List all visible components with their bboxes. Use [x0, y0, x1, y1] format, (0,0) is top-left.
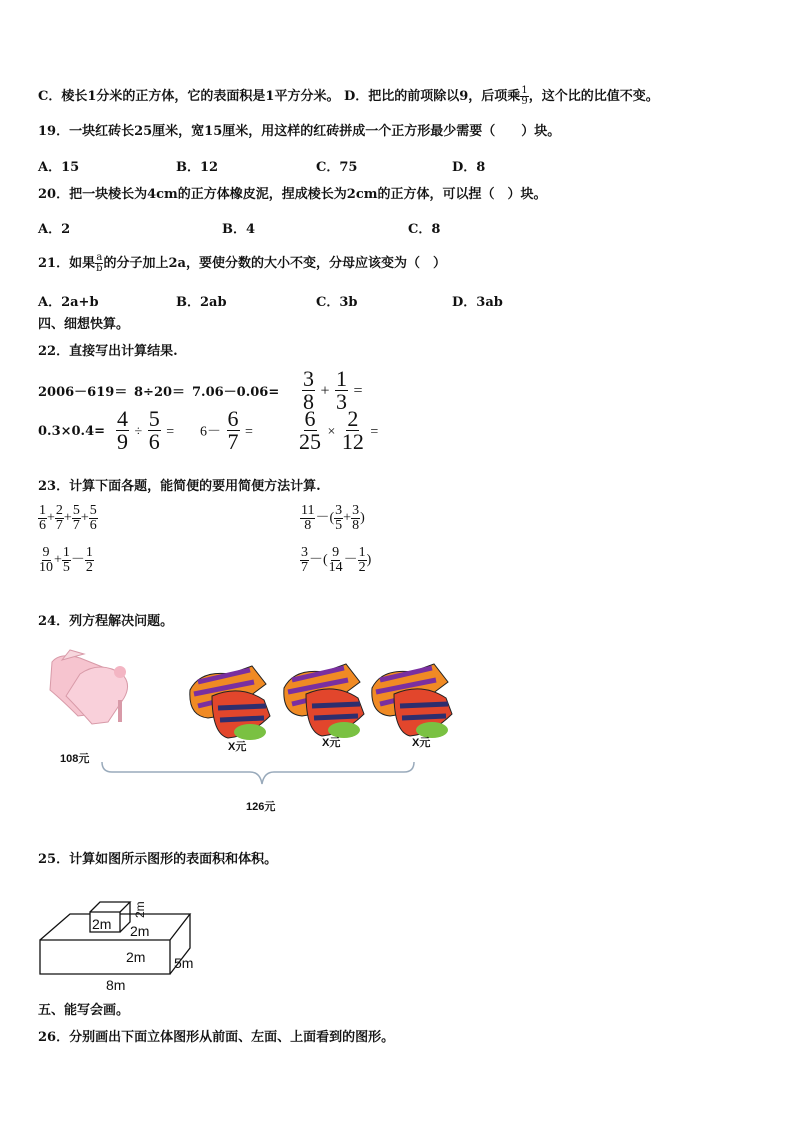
q22-expr-7: 6－ $\frac{6}{7}$ = [200, 406, 253, 454]
q19-option-c: C．75 [316, 160, 358, 175]
sock-price-label-1: X元 [228, 741, 247, 753]
q22-stem: 22．直接写出计算结果. [38, 344, 178, 359]
q22-expr-8: $\frac{6}{25}$ × $\frac{2}{12}$ = [299, 406, 379, 454]
q21-option-c: C．3b [316, 295, 358, 310]
q18-option-d: D．把比的前项除以9，后项乘 $\frac{1}{9}$ ，这个比的比值不变。 [343, 85, 659, 107]
q21-option-b: B．2ab [176, 295, 227, 310]
high-heel-shoes-image [50, 650, 128, 724]
q24-stem: 24．列方程解决问题。 [38, 614, 174, 629]
q21-option-a: A．2a+b [38, 295, 99, 310]
q25-cuboid-figure [30, 884, 250, 994]
big-cuboid-height-label: 2m [126, 949, 146, 965]
total-price-label: 126元 [246, 801, 276, 813]
q20-option-a: A．2 [38, 222, 71, 237]
q23-expr-4: $\frac{3}{7}$ －( $\frac{9}{14}$ － $\frac{1}{2}$ ) [301, 545, 372, 575]
q19-stem: 19．一块红砖长25厘米，宽15厘米，用这样的红砖拼成一个正方形最少需要（ ）块。 [38, 124, 561, 139]
sock-price-label-2: X元 [322, 737, 341, 749]
q23-expr-2: $\frac{11}{8}$ －( $\frac{3}{5}$ + $\frac{3}{8}$ ) [301, 503, 365, 533]
q20-option-c: C．8 [408, 222, 441, 237]
sock-image-2 [284, 664, 364, 738]
small-cube-height-label: 2m [133, 901, 147, 918]
q22-expr-3: 7.06－0.06= [192, 385, 280, 400]
section-5-heading: 五、能写会画。 [38, 1003, 130, 1018]
q26-stem: 26．分别画出下面立体图形从前面、左面、上面看到的图形。 [38, 1030, 395, 1045]
q22-expr-1: 2006－619＝ [38, 385, 128, 400]
q22-expr-4: $\frac{3}{8}$ + $\frac{1}{3}$ = [303, 366, 363, 414]
q21-fraction: $\frac{a}{b}$ [96, 252, 103, 274]
big-cuboid-depth-label: 5m [174, 955, 194, 971]
q19-option-b: B．12 [176, 160, 219, 175]
q18-fraction: $\frac{1}{9}$ [521, 85, 528, 107]
q20-option-b: B．4 [222, 222, 256, 237]
q20-stem: 20．把一块棱长为4cm的正方体橡皮泥，捏成棱长为2cm的正方体，可以捏（ ）块。 [38, 187, 547, 202]
q23-stem: 23．计算下面各题，能简便的要用简便方法计算. [38, 479, 321, 494]
sock-image-1 [190, 666, 270, 740]
q21-option-d: D．3ab [452, 295, 503, 310]
big-cuboid-length-label: 8m [106, 977, 126, 993]
q22-expr-5: 0.3×0.4= [38, 424, 106, 439]
section-4-heading: 四、细想快算。 [38, 317, 130, 332]
q22-expr-6: $\frac{4}{9}$ ÷ $\frac{5}{6}$ = [117, 406, 175, 454]
q18-option-c: C．棱长1分米的正方体，它的表面积是1平方分米。 [38, 89, 340, 104]
sock-price-label-3: X元 [412, 737, 431, 749]
q23-expr-3: $\frac{9}{10}$ + $\frac{1}{5}$ － $\frac{1}{2}$ [39, 545, 93, 575]
sock-image-3 [372, 664, 452, 738]
q22-expr-2: 8÷20＝ [134, 385, 186, 400]
q25-stem: 25．计算如图所示图形的表面积和体积。 [38, 852, 278, 867]
q18-line [38, 86, 659, 107]
q21-stem: 21．如果 $\frac{a}{b}$ 的分子加上2a，要使分数的大小不变，分母应该变为（ ） [38, 252, 446, 274]
small-cube-depth-label: 2m [130, 923, 150, 939]
total-brace [102, 762, 414, 784]
small-cube-width-label: 2m [92, 916, 112, 932]
q19-option-a: A．15 [38, 160, 80, 175]
shoe-price-label: 108元 [60, 753, 90, 765]
q23-expr-1: $\frac{1}{6}$ + $\frac{2}{7}$ + $\frac{5}{7}$ + $\frac{5}{6}$ [39, 503, 97, 533]
q19-option-d: D．8 [452, 160, 486, 175]
